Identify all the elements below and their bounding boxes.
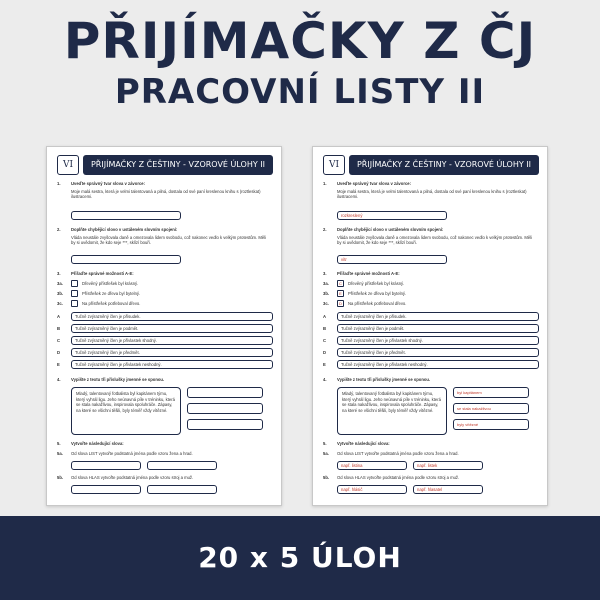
answer-field[interactable]: rozkreslený: [337, 211, 447, 220]
worksheet-title: PŘIJÍMAČKY Z ČEŠTINY - VZOROVÉ ÚLOHY II: [349, 155, 539, 175]
question-number: 2.: [323, 227, 327, 232]
choice-text: Tučně zvýrazněný člen je přívlastek neshodný.: [337, 360, 539, 369]
answer-choice-row: [57, 312, 273, 322]
question-text: Od slova LIST vytvořte podstatná jména podle vzoru žena a hrad.: [71, 451, 193, 456]
choice-text: Tučně zvýrazněný člen je přívlastek neshodný.: [71, 360, 273, 369]
question-5b: [57, 475, 273, 483]
answer-field[interactable]: [71, 211, 181, 220]
option-text: Dřevěný přístřešek byl krásný.: [348, 281, 405, 286]
answer-field[interactable]: vítr: [337, 255, 447, 264]
question-title: Vypište z textu tři příslušky jmenné se sponou.: [337, 377, 431, 382]
answer-choice-row: [323, 324, 539, 334]
answer-choice-row: [323, 312, 539, 322]
answer-choice-row: [323, 360, 539, 370]
answer-field[interactable]: např. hlasatel: [413, 485, 483, 494]
question-number: 1.: [57, 181, 61, 186]
answer-field[interactable]: [187, 387, 263, 398]
question-text: Od slova HLAS vytvořte podstatná jména podle vzoru stroj a muž.: [337, 475, 460, 480]
question-title: Vytvořte následující slova:: [337, 441, 390, 446]
answer-field[interactable]: [71, 255, 181, 264]
answer-field[interactable]: se stala nakažlivou: [453, 403, 529, 414]
question-text: Moje malá sestra, která je velmi talentovaná a pilná, dostala od své paní kreslenou knihu s (roztleskat) ilustracemi.: [71, 189, 261, 200]
option-checkbox[interactable]: D: [337, 300, 344, 307]
choice-text: Tučně zvýrazněný člen je přívlastek shodný.: [71, 336, 273, 345]
question-title: Uveďte správný tvar slova v závorce:: [71, 181, 146, 186]
question-number: 1.: [323, 181, 327, 186]
answer-field[interactable]: [71, 485, 141, 494]
option-text: Na přístřešek potřeboval dřevo.: [82, 301, 141, 306]
question-number: 4.: [57, 377, 61, 382]
choice-label: E: [323, 362, 326, 367]
worksheet-header: [57, 155, 273, 175]
answer-choice-row: [57, 348, 273, 358]
choice-text: Tučně zvýrazněný člen je přísudek.: [71, 312, 273, 321]
question-title: Přiřaďte správné možnosti A-E:: [337, 271, 400, 276]
question-title: Přiřaďte správné možnosti A-E:: [71, 271, 134, 276]
main-subtitle: PRACOVNÍ LISTY II: [114, 72, 486, 112]
option-text: Přístřešek ze dřeva byl bytelný.: [348, 291, 407, 296]
choice-label: B: [57, 326, 61, 331]
question-4: [323, 377, 539, 385]
question-number: 5a.: [57, 451, 63, 456]
question-5b: [323, 475, 539, 483]
question-5a: [323, 451, 539, 459]
answer-field[interactable]: [71, 461, 141, 470]
question-number: 3.: [323, 271, 327, 276]
answer-field[interactable]: byl kapitánem: [453, 387, 529, 398]
main-title: PŘIJÍMAČKY Z ČJ: [63, 12, 537, 70]
option-text: Na přístřešek potřeboval dřevo.: [348, 301, 407, 306]
question-number: 3.: [57, 271, 61, 276]
answer-field[interactable]: [147, 461, 217, 470]
footer-banner: 20 x 5 ÚLOH: [0, 516, 600, 600]
option-checkbox[interactable]: E: [337, 290, 344, 297]
question-text: Od slova LIST vytvořte podstatná jména podle vzoru žena a hrad.: [337, 451, 459, 456]
answer-field[interactable]: např. listek: [413, 461, 483, 470]
answer-choice-row: [57, 336, 273, 346]
option-label: 3b.: [323, 291, 330, 296]
answer-choice-row: [323, 336, 539, 346]
option-checkbox[interactable]: [71, 300, 78, 307]
question-5a: [57, 451, 273, 459]
question-number: 5b.: [57, 475, 64, 480]
grade-badge: VI: [57, 155, 79, 175]
option-row: [323, 290, 539, 298]
answer-field[interactable]: např. hlásič: [337, 485, 407, 494]
option-row: [57, 300, 273, 308]
choice-text: Tučně zvýrazněný člen je předmět.: [71, 348, 273, 357]
choice-label: B: [323, 326, 327, 331]
option-row: [57, 280, 273, 288]
option-checkbox[interactable]: [71, 290, 78, 297]
answer-choice-row: [57, 324, 273, 334]
option-row: [323, 300, 539, 308]
question-number: 5.: [57, 441, 61, 446]
question-text: Vláda neustále zvyšovala daně a omezovala lidem svobodu, což nakonec vedlo k velkým protestům. Měli by si uvědomit, že kdo seje ***, sklízí bouři.: [337, 235, 533, 246]
question-title: Vypište z textu tři příslušky jmenné se sponou.: [71, 377, 165, 382]
grade-badge: VI: [323, 155, 345, 175]
question-text: Vláda neustále zvyšovala daně a omezovala lidem svobodu, což nakonec vedlo k velkým protestům. Měli by si uvědomit, že kdo seje ***, sklízí bouři.: [71, 235, 267, 246]
question-3: [323, 271, 539, 279]
answer-field[interactable]: např. listina: [337, 461, 407, 470]
reading-passage: Mladý, talentovaný fotbalista byl kapitánem týmu, který vyhrál ligu. Jeho neúnavná píle v tréninku, která se stala nakažlivou, inspirovala spoluhráče. Zápasy, na které se všichni těšili, byly téměř vždy vítězné.: [71, 387, 181, 435]
option-row: [323, 280, 539, 288]
answer-choice-row: [57, 360, 273, 370]
worksheet-header: [323, 155, 539, 175]
choice-label: A: [323, 314, 327, 319]
choice-label: E: [57, 362, 60, 367]
option-label: 3b.: [57, 291, 64, 296]
question-text: Moje malá sestra, která je velmi talentovaná a pilná, dostala od své paní kreslenou knihu s (roztleskat) ilustracemi.: [337, 189, 527, 200]
reading-passage: Mladý, talentovaný fotbalista byl kapitánem týmu, který vyhrál ligu. Jeho neúnavná píle v tréninku, která se stala nakažlivou, inspirovala spoluhráče. Zápasy, na které se všichni těšili, byly téměř vždy vítězné.: [337, 387, 447, 435]
choice-text: Tučně zvýrazněný člen je předmět.: [337, 348, 539, 357]
option-checkbox[interactable]: [71, 280, 78, 287]
question-5: [323, 441, 539, 449]
choice-text: Tučně zvýrazněný člen je podmět.: [337, 324, 539, 333]
question-number: 5a.: [323, 451, 329, 456]
question-text: Od slova HLAS vytvořte podstatná jména podle vzoru stroj a muž.: [71, 475, 194, 480]
option-label: 3c.: [323, 301, 329, 306]
choice-label: D: [57, 350, 61, 355]
answer-field[interactable]: byly vítězné: [453, 419, 529, 430]
question-number: 2.: [57, 227, 61, 232]
choice-text: Tučně zvýrazněný člen je podmět.: [71, 324, 273, 333]
question-number: 5b.: [323, 475, 330, 480]
choice-label: C: [323, 338, 327, 343]
option-text: Dřevěný přístřešek byl krásný.: [82, 281, 139, 286]
question-title: Doplňte chybějící slovo v ustáleném slovním spojení:: [71, 227, 178, 232]
option-label: 3a.: [57, 281, 63, 286]
option-label: 3a.: [323, 281, 329, 286]
answer-field[interactable]: [147, 485, 217, 494]
answer-field[interactable]: [187, 419, 263, 430]
choice-label: D: [323, 350, 327, 355]
choice-text: Tučně zvýrazněný člen je přívlastek shodný.: [337, 336, 539, 345]
question-3: [57, 271, 273, 279]
choice-text: Tučně zvýrazněný člen je přísudek.: [337, 312, 539, 321]
question-title: Uveďte správný tvar slova v závorce:: [337, 181, 412, 186]
question-number: 4.: [323, 377, 327, 382]
question-number: 5.: [323, 441, 327, 446]
worksheet-answer-key: [312, 146, 548, 506]
choice-label: A: [57, 314, 61, 319]
option-row: [57, 290, 273, 298]
choice-label: C: [57, 338, 61, 343]
answer-field[interactable]: [187, 403, 263, 414]
option-text: Přístřešek ze dřeva byl bytelný.: [82, 291, 141, 296]
question-4: [57, 377, 273, 385]
option-checkbox[interactable]: C: [337, 280, 344, 287]
question-title: Vytvořte následující slova:: [71, 441, 124, 446]
answer-choice-row: [323, 348, 539, 358]
option-label: 3c.: [57, 301, 63, 306]
worksheet-title: PŘIJÍMAČKY Z ČEŠTINY - VZOROVÉ ÚLOHY II: [83, 155, 273, 175]
worksheet-blank: [46, 146, 282, 506]
question-title: Doplňte chybějící slovo v ustáleném slovním spojení:: [337, 227, 444, 232]
question-5: [57, 441, 273, 449]
